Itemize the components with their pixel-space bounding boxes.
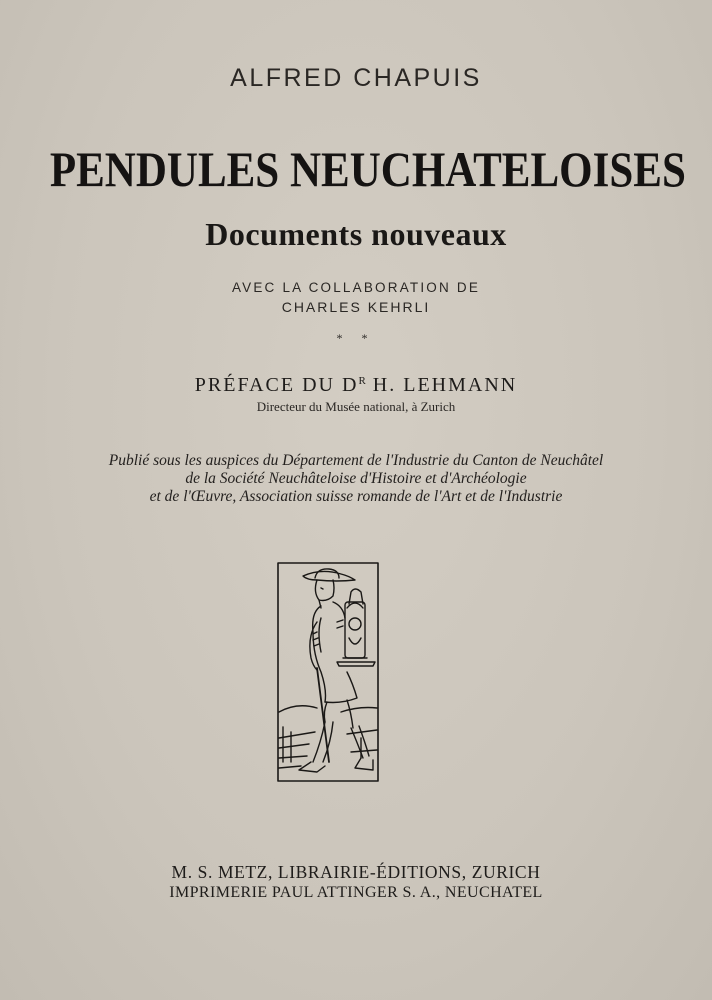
ornament-stars: * * — [336, 331, 376, 345]
publication-notice-line: de la Société Neuchâteloise d'Histoire et d'Archéologie — [185, 470, 527, 487]
publication-notice-line: Publié sous les auspices du Département de l'Industrie du Canton de Neuchâtel — [108, 452, 604, 469]
clock-peddler-vignette-icon — [277, 562, 379, 782]
collaborator-name: CHARLES KEHRLI — [281, 299, 431, 315]
preface-superscript: R — [358, 375, 366, 387]
book-title: PENDULES NEUCHATELOISES — [49, 141, 686, 197]
collaboration-line: AVEC LA COLLABORATION DE — [231, 280, 481, 295]
preface-line — [0, 374, 712, 397]
author-name: ALFRED CHAPUIS — [230, 64, 482, 92]
publication-notice-line: et de l'Œuvre, Association suisse romande de l'Art et de l'Industrie — [149, 488, 563, 505]
printer-line: IMPRIMERIE PAUL ATTINGER S. A., NEUCHATEL — [169, 884, 543, 901]
preface-name: H. LEHMANN — [365, 374, 518, 396]
preface-author-role: Directeur du Musée national, à Zurich — [256, 399, 456, 414]
preface-prefix: PRÉFACE DU D — [194, 374, 359, 396]
book-subtitle: Documents nouveaux — [205, 216, 507, 252]
publisher-line: M. S. METZ, LIBRAIRIE-ÉDITIONS, ZURICH — [171, 862, 541, 882]
